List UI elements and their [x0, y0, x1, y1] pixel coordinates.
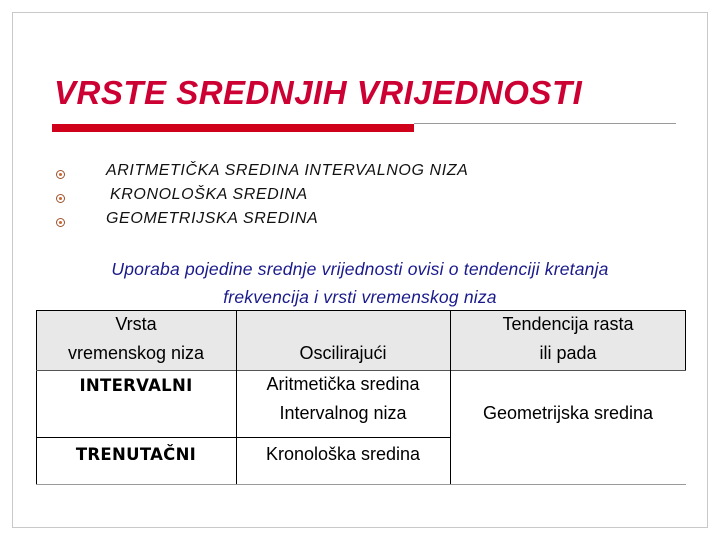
header-cell-trend	[450, 310, 686, 370]
table-left-border	[36, 310, 37, 484]
title-underline	[414, 123, 676, 124]
table-top-border	[36, 310, 686, 311]
bottom-rule	[36, 484, 686, 485]
header-trend-line1: Tendencija rasta	[502, 314, 634, 334]
row-type-instant: TRENUTAČNI	[75, 445, 197, 464]
bullet-text: GEOMETRIJSKA SREDINA	[106, 210, 319, 227]
intro-text: Uporaba pojedine srednje vrijednosti ovisi o tendenciji kretanja frekvencija i vrsti vremenskog niza	[111, 259, 609, 307]
title-accent-bar	[52, 124, 414, 132]
bullet-text: KRONOLOŠKA SREDINA	[110, 186, 308, 203]
cell-arithmetic-line2: Intervalnog niza	[279, 403, 407, 423]
bullet-icon	[56, 218, 65, 227]
header-cell-series-type	[36, 310, 236, 370]
header-series-type-line2: vremenskog niza	[67, 343, 205, 363]
col2-divider	[450, 310, 451, 484]
header-series-type-line1: Vrsta	[115, 314, 157, 334]
mean-type-table	[36, 310, 686, 484]
bullet-text: ARITMETIČKA SREDINA INTERVALNOG NIZA	[106, 162, 469, 179]
cell-arithmetic-mean	[236, 370, 450, 434]
cell-geometric-mean: Geometrijska sredina	[482, 403, 654, 423]
col1-divider	[236, 310, 237, 484]
slide-title: VRSTE SREDNJIH VRIJEDNOSTI	[54, 74, 583, 111]
bullet-icon	[56, 170, 65, 179]
header-oscillating: Oscilirajući	[299, 343, 387, 363]
bullet-icon	[56, 194, 65, 203]
header-trend-line2: ili pada	[539, 343, 597, 363]
cell-chronological-mean: Kronološka sredina	[265, 444, 421, 464]
row-divider	[36, 437, 450, 438]
cell-arithmetic-line1: Aritmetička sredina	[266, 374, 420, 394]
table-right-border	[685, 310, 686, 370]
header-divider	[36, 370, 686, 371]
header-cell-oscillating	[236, 310, 450, 370]
row-type-interval: INTERVALNI	[79, 376, 193, 395]
